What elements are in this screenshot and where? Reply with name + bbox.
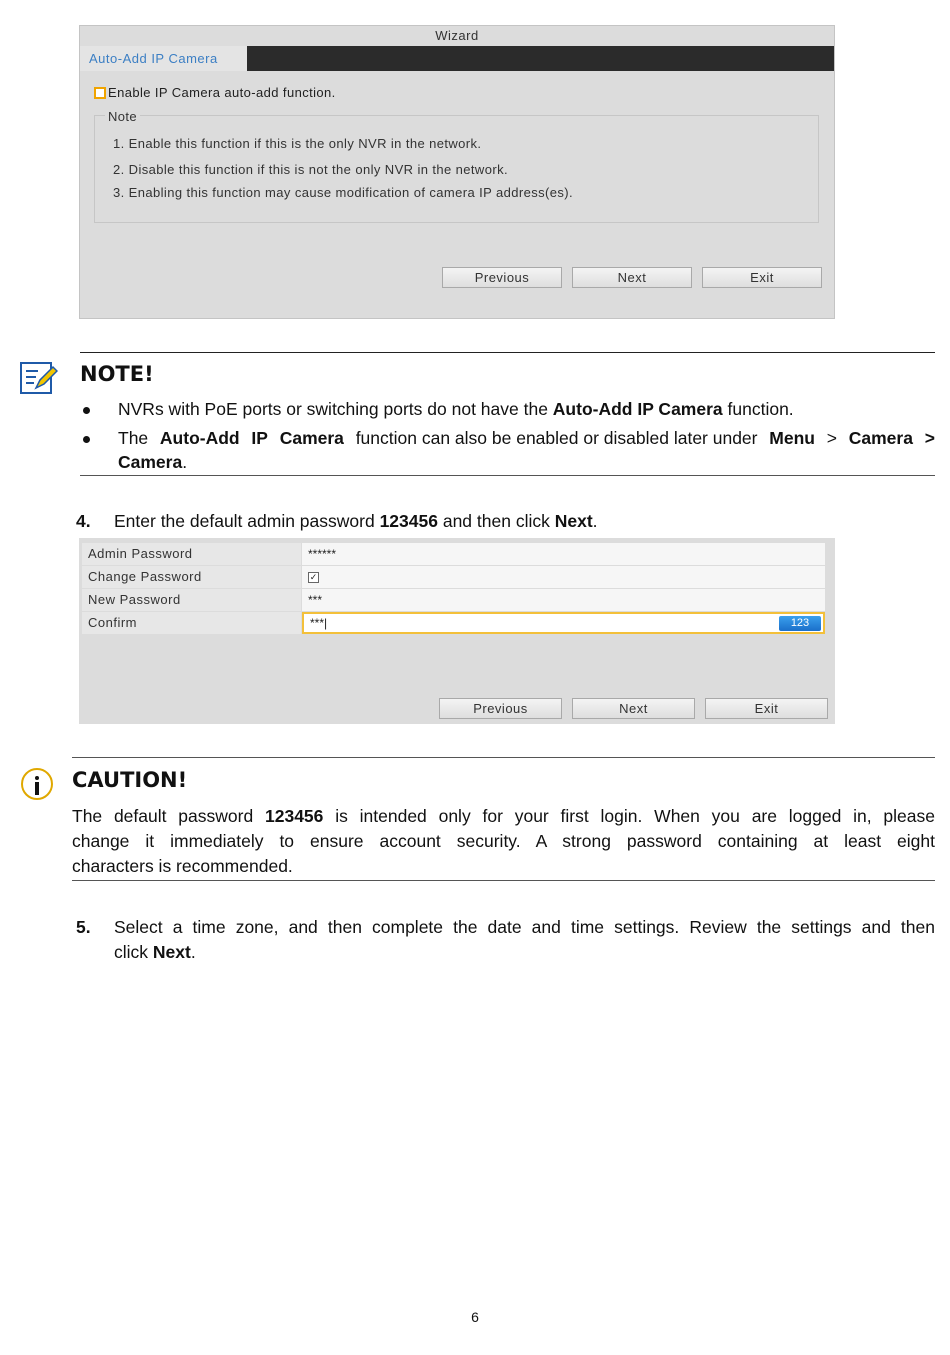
caution-title: CAUTION! bbox=[72, 768, 188, 792]
new-password-input[interactable]: *** bbox=[302, 589, 825, 611]
previous-button[interactable]: Previous bbox=[439, 698, 562, 719]
enable-auto-add-checkbox[interactable] bbox=[94, 87, 106, 99]
confirm-label: Confirm bbox=[82, 612, 301, 634]
caution-top-rule bbox=[72, 757, 935, 758]
admin-password-label: Admin Password bbox=[82, 543, 301, 565]
note-pencil-icon bbox=[20, 362, 58, 395]
step-4-number: 4. bbox=[76, 511, 91, 531]
admin-password-input[interactable]: ****** bbox=[302, 543, 825, 565]
info-icon bbox=[21, 768, 53, 800]
caution-line-3: characters is recommended. bbox=[72, 856, 293, 876]
confirm-row bbox=[82, 612, 828, 634]
change-password-label: Change Password bbox=[82, 566, 301, 588]
caution-line-2: change it immediately to ensure account security. A strong password containing at least eight bbox=[72, 831, 935, 851]
wizard-title: Wizard bbox=[435, 28, 479, 43]
note-bottom-rule bbox=[80, 475, 935, 476]
note-title: NOTE! bbox=[80, 362, 154, 386]
note-line-2: 2. Disable this function if this is not the only NVR in the network. bbox=[113, 162, 508, 177]
tab-auto-add-ip-camera[interactable]: Auto-Add IP Camera bbox=[80, 46, 247, 71]
caution-line-1: The default password 123456 is intended only for your first login. When you are logged in, please bbox=[72, 806, 935, 826]
change-password-row bbox=[82, 566, 828, 588]
exit-button[interactable]: Exit bbox=[705, 698, 828, 719]
note-line-3: 3. Enabling this function may cause modification of camera IP address(es). bbox=[113, 185, 574, 200]
previous-button[interactable]: Previous bbox=[442, 267, 562, 288]
wizard-dialog-auto-add bbox=[79, 25, 835, 319]
admin-password-row bbox=[82, 543, 828, 565]
change-password-cell bbox=[302, 566, 825, 588]
confirm-input-value: ***| bbox=[310, 616, 328, 630]
step-5-number: 5. bbox=[76, 917, 91, 937]
enable-auto-add-label: Enable IP Camera auto-add function. bbox=[108, 85, 336, 100]
next-button[interactable]: Next bbox=[572, 267, 692, 288]
note-bullet-1: NVRs with PoE ports or switching ports do not have the Auto-Add IP Camera function. bbox=[118, 399, 794, 419]
note-legend: Note bbox=[105, 109, 140, 124]
step-5-line-2: click Next. bbox=[114, 942, 196, 962]
step-4-text: Enter the default admin password 123456 and then click Next. bbox=[114, 511, 598, 531]
bullet-dot bbox=[83, 436, 90, 443]
exit-button[interactable]: Exit bbox=[702, 267, 822, 288]
note-line-1: 1. Enable this function if this is the only NVR in the network. bbox=[113, 136, 482, 151]
next-button[interactable]: Next bbox=[572, 698, 695, 719]
wizard-tabbar bbox=[80, 46, 834, 71]
note-bullet-2-line-1: The Auto-Add IP Camera function can also be enabled or disabled later under Menu > Camera > bbox=[118, 428, 935, 448]
password-wizard-form bbox=[79, 538, 835, 724]
step-5-line-1: Select a time zone, and then complete the date and time settings. Review the settings and then bbox=[114, 917, 935, 937]
note-top-rule bbox=[80, 352, 935, 353]
numeric-keyboard-button[interactable]: 123 bbox=[779, 616, 821, 631]
caution-bottom-rule bbox=[72, 880, 935, 881]
change-password-checkbox[interactable]: ✓ bbox=[309, 572, 318, 583]
confirm-input[interactable] bbox=[302, 612, 825, 634]
new-password-row bbox=[82, 589, 828, 611]
page-number: 6 bbox=[471, 1309, 479, 1325]
bullet-dot bbox=[83, 407, 90, 414]
note-bullet-2-line-2: Camera. bbox=[118, 452, 188, 472]
new-password-label: New Password bbox=[82, 589, 301, 611]
enable-auto-add-option[interactable] bbox=[94, 85, 336, 100]
